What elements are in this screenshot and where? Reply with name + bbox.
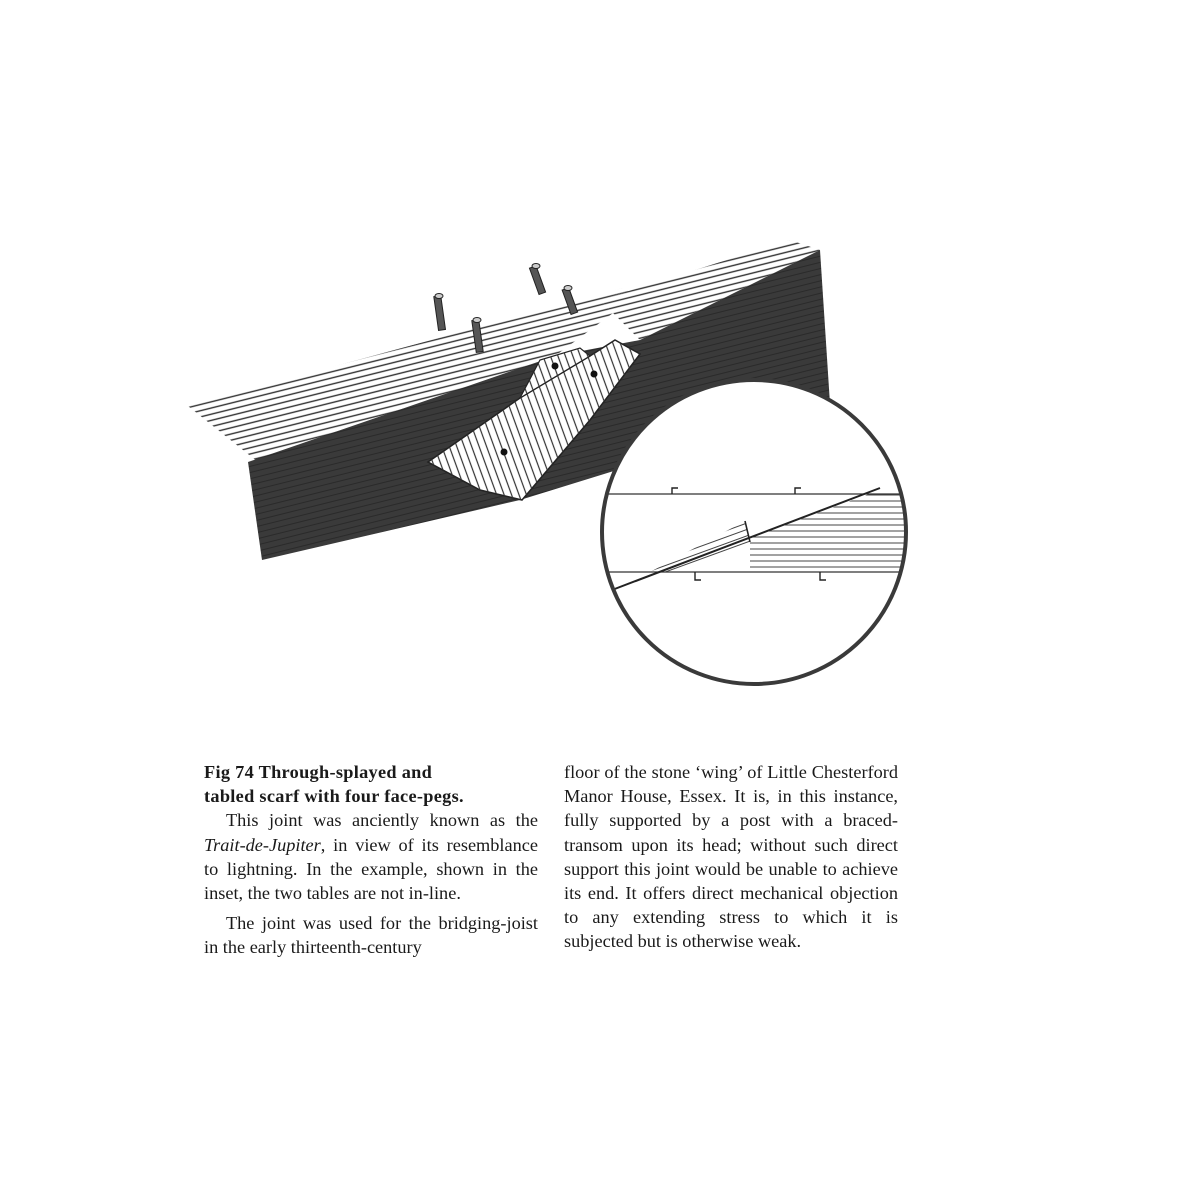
caption-paragraph-2: The joint was used for the bridging-joist in the early thirteenth-century	[204, 913, 538, 958]
face-peg	[529, 264, 545, 295]
caption-paragraph-2-continued: floor of the stone ‘wing’ of Little Chesterford Manor House, Essex. It is, in this instance, fully supported by a post with a braced-transom upon its head; without such direct support this joint would be unable to achieve its end. It offers direct mechanical objection to any extending stress to which it is subjected but is otherwise weak.	[564, 762, 898, 952]
caption-right-column	[564, 760, 898, 960]
caption-text: This joint was anciently known as the	[226, 810, 538, 831]
peg-hole	[501, 449, 508, 456]
face-peg	[434, 294, 446, 331]
caption-title-line1: Fig 74 Through-splayed and	[204, 762, 433, 782]
caption-paragraph-1	[204, 808, 538, 905]
peg-hole	[591, 371, 598, 378]
caption-title	[204, 760, 538, 808]
caption-italic-term: Trait-de-Jupiter	[204, 834, 321, 855]
caption-text: , in view of its resemblance to lightning. In the example, shown in the inset, the two tables are not in-line.	[204, 834, 538, 904]
caption-title-line2: tabled scarf with four face-pegs.	[204, 786, 464, 807]
caption-left-column	[204, 760, 538, 966]
peg-hole	[552, 363, 559, 370]
inset-profile-drawing	[600, 380, 910, 684]
